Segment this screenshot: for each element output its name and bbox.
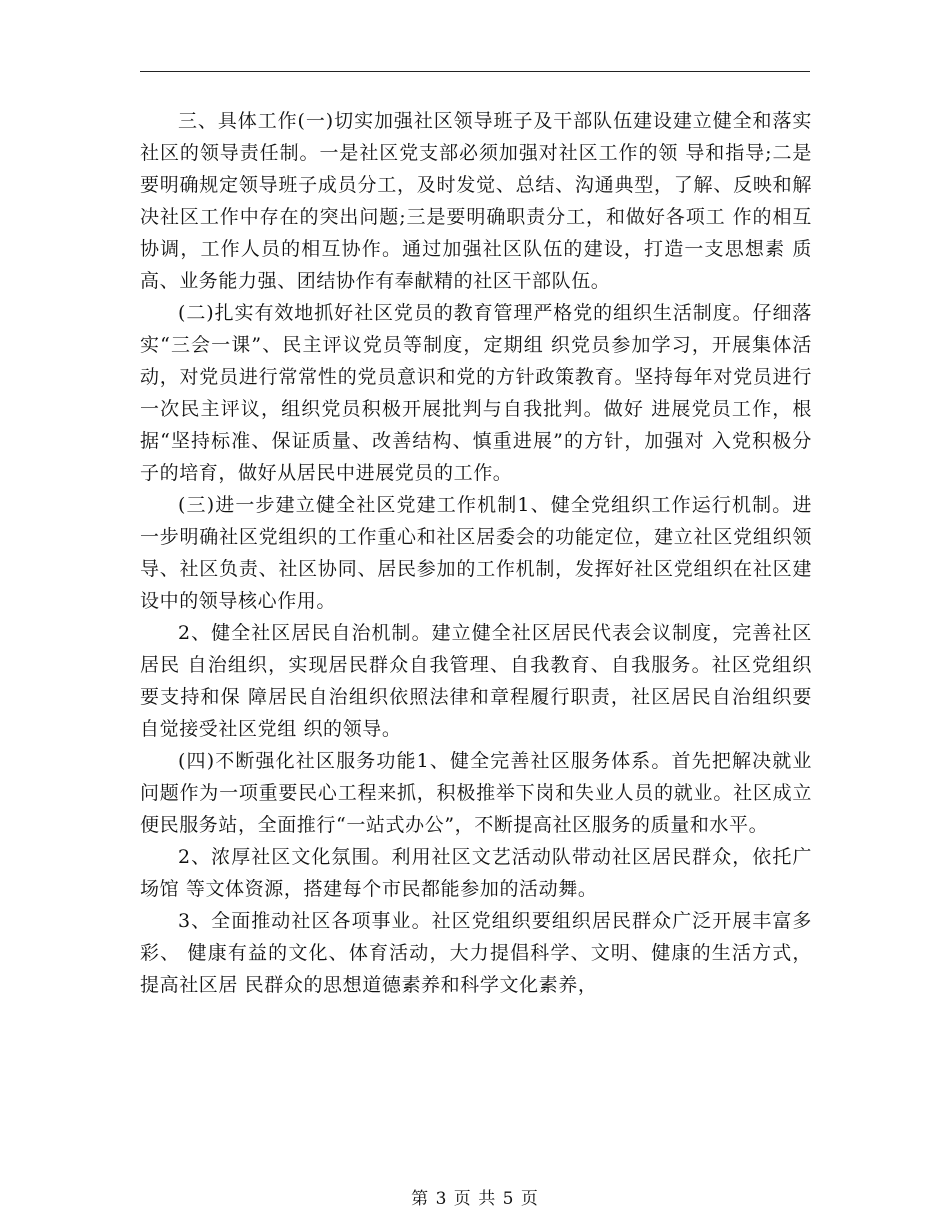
paragraph-6: 2、浓厚社区文化氛围。利用社区文艺活动队带动社区居民群众，依托广场馆 等文体资源，搭建每个市民都能参加的活动舞。: [140, 846, 812, 900]
document-body: [140, 105, 812, 1001]
paragraph-1: 三、具体工作(一)切实加强社区领导班子及干部队伍建设建立健全和落实社区的领导责任制。一是社区党支部必须加强对社区工作的领 导和指导;二是要明确规定领导班子成员分工，及时发觉、总结、沟通典型，了解、反映和解决社区工作中存在的突出问题;三是要明确职责分工，和做好各项工 作的相互协调，工作人员的相互协作。通过加强社区队伍的建设，打造一支思想素 质高、业务能力强、团结协作有奉献精的社区干部队伍。: [140, 110, 812, 292]
paragraph-4: 2、健全社区居民自治机制。建立健全社区居民代表会议制度，完善社区居民 自治组织，实现居民群众自我管理、自我教育、自我服务。社区党组织要支持和保 障居民自治组织依照法律和章程履行职责，社区居民自治组织要自觉接受社区党组 织的领导。: [140, 622, 812, 740]
header-rule: [140, 71, 810, 72]
paragraph-7: 3、全面推动社区各项事业。社区党组织要组织居民群众广泛开展丰富多彩、 健康有益的文化、体育活动，大力提倡科学、文明、健康的生活方式，提高社区居 民群众的思想道德素养和科学文化素养，: [140, 910, 812, 996]
page-number-footer: 第 3 页 共 5 页: [411, 1189, 539, 1209]
paragraph-5: (四)不断强化社区服务功能1、健全完善社区服务体系。首先把解决就业问题作为一项重要民心工程来抓，积极推举下岗和失业人员的就业。社区成立便民服务站，全面推行“一站式办公”，不断提高社区服务的质量和水平。: [140, 750, 812, 836]
paragraph-2: (二)扎实有效地抓好社区党员的教育管理严格党的组织生活制度。仔细落实“三会一课”、民主评议党员等制度，定期组 织党员参加学习，开展集体活动，对党员进行常常性的党员意识和党的方针政策教育。坚持每年对党员进行一次民主评议，组织党员积极开展批判与自我批判。做好 进展党员工作，根据“坚持标准、保证质量、改善结构、慎重进展”的方针，加强对 入党积极分子的培育，做好从居民中进展党员的工作。: [140, 302, 812, 484]
paragraph-3: (三)进一步建立健全社区党建工作机制1、健全党组织工作运行机制。进一步明确社区党组织的工作重心和社区居委会的功能定位，建立社区党组织领导、社区负责、社区协同、居民参加的工作机制，发挥好社区党组织在社区建设中的领导核心作用。: [140, 494, 812, 612]
